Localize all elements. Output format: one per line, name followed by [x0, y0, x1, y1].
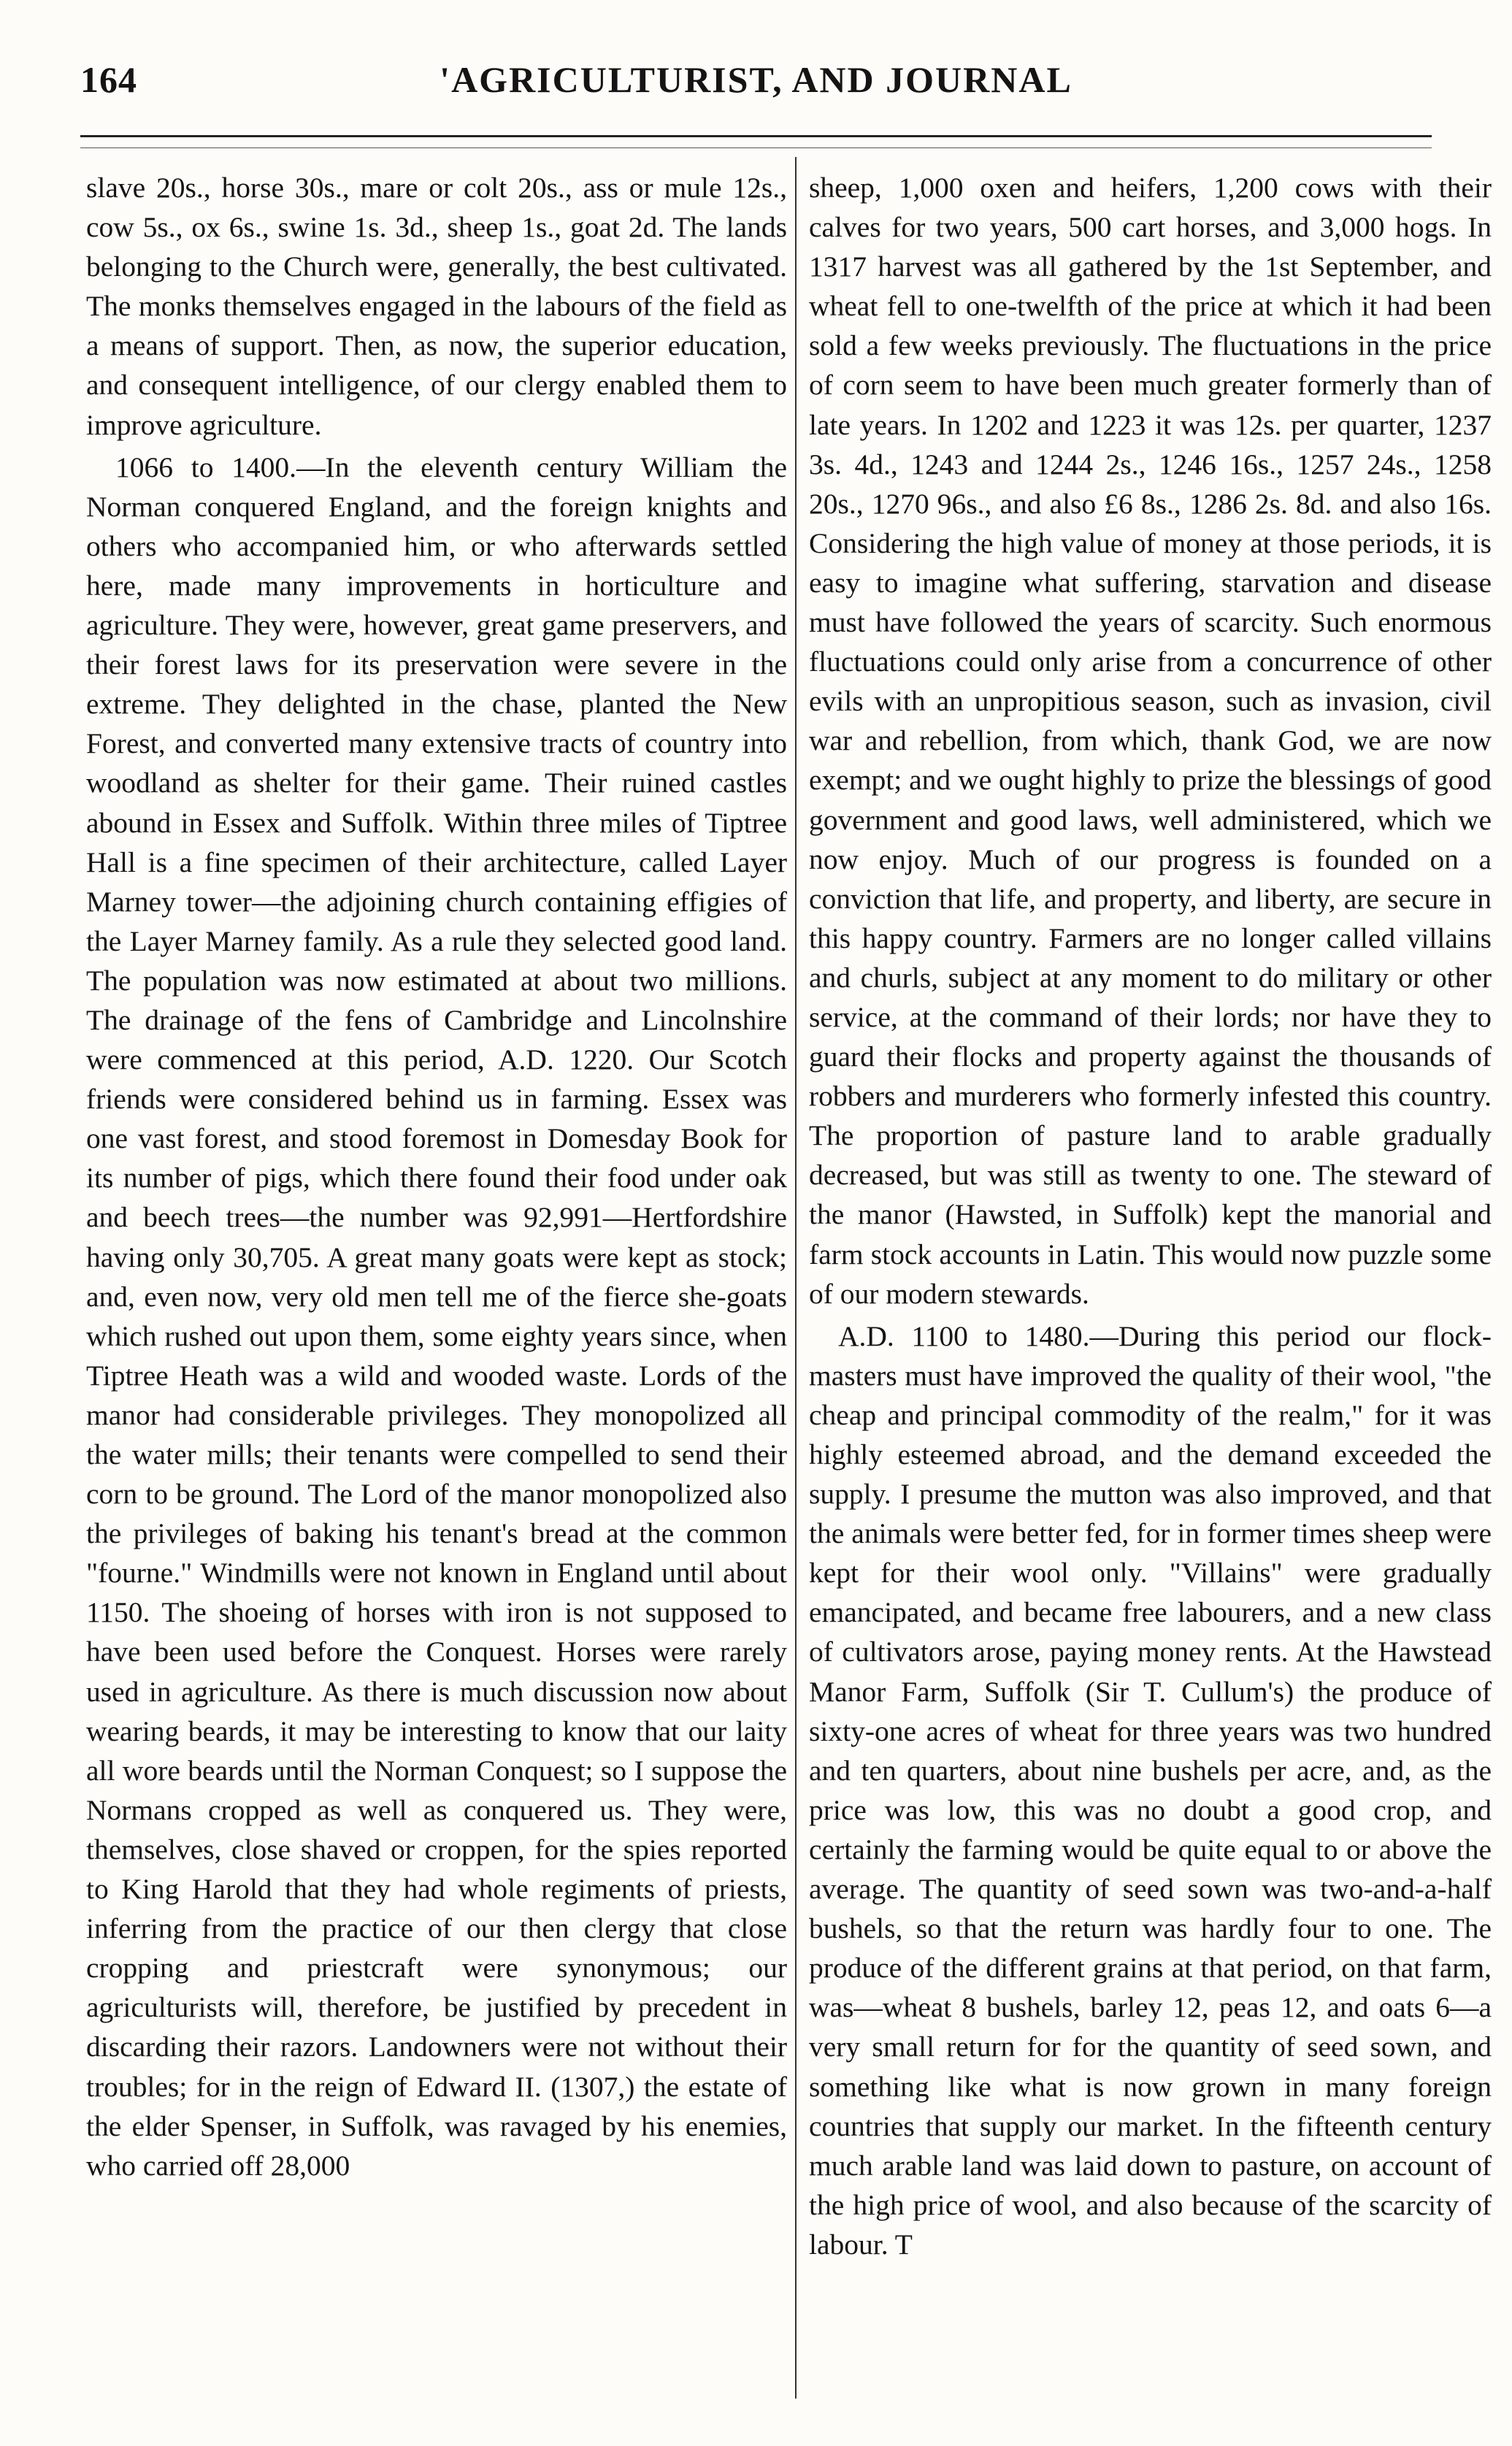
right-paragraph-2: A.D. 1100 to 1480.—During this period our flock-masters must have improved the quality of their wool, "the cheap and principal commodity of the realm," for it was highly esteemed abroad, and the demand exceeded the supply. I presume the mutton was also improved, and that the animals were better fed, for in former times sheep were kept for their wool only. "Villains" were gradually emancipated, and became free labourers, and a new class of cultivators arose, paying money rents. At the Hawstead Manor Farm, Suffolk (Sir T. Cullum's) the produce of sixty-one acres of wheat for three years was two hundred and ten quarters, about nine bushels per acre, and, as the price was low, this was no doubt a good crop, and certainly the farming would be quite equal to or above the average. The quantity of seed sown was two-and-a-half bushels, so that the return was hardly four to one. The produce of the different grains at that period, on that farm, was—wheat 8 bushels, barley 12, peas 12, and oats 6—a very small return for for the quantity of seed sown, and something like what is now grown in many foreign countries that supply our market. In the fifteenth century much arable land was laid down to pasture, on account of the high price of wool, and also because of the scarcity of labour. T — [809, 1319, 1492, 2261]
page-number: 164 — [80, 59, 137, 100]
header-rule — [80, 135, 1432, 148]
right-paragraph-1: sheep, 1,000 oxen and heifers, 1,200 cows with their calves for two years, 500 cart horses, and 3,000 hogs. In 1317 harvest was all gathered by the 1st September, and wheat fell to one-twelfth of the price at which it had been sold a few weeks previously. The fluctuations in the price of corn seem to have been much greater formerly than of late years. In 1202 and 1223 it was 12s. per quarter, 1237 3s. 4d., 1243 and 1244 2s., 1246 16s., 1257 24s., 1258 20s., 1270 96s., and also £6 8s., 1286 2s. 8d. and also 16s. Considering the high value of money at those periods, it is easy to imagine what suffering, starvation and disease must have followed the years of scarcity. Such enormous fluctuations could only arise from a concurrence of other evils with an unpropitious season, such as invasion, civil war and rebellion, from which, thank God, we are now exempt; and we ought highly to prize the blessings of good government and good laws, well administered, which we now enjoy. Much of our progress is founded on a conviction that life, and property, and liberty, are secure in this happy country. Farmers are no longer called villains and churls, subject at any moment to do military or other service, at the command of their lords; nor have they to guard their flocks and property against the thousands of robbers and murderers who formerly infested this country. The proportion of pasture land to arable gradually decreased, but was still as twenty to one. The steward of the manor (Hawsted, in Suffolk) kept the manorial and farm stock accounts in Latin. This would now puzzle some of our modern stewards. — [809, 172, 1492, 1310]
left-paragraph-1: slave 20s., horse 30s., mare or colt 20s., ass or mule 12s., cow 5s., ox 6s., swine 1s. 3d., sheep 1s., goat 2d. The lands belonging to the Church were, generally, the best cultivated. The monks themselves engaged in the labours of the field as a means of support. Then, as now, the superior education, and consequent intelligence, of our clergy enabled them to improve agriculture. — [86, 172, 787, 441]
page-header — [80, 51, 1432, 124]
right-column — [809, 168, 1492, 2395]
left-paragraph-2: 1066 to 1400.—In the eleventh century William the Norman conquered England, and the foreign knights and others who accompanied him, or who afterwards settled here, made many improvements in horticulture and agriculture. They were, however, great game preservers, and their forest laws for its preservation were severe in the extreme. They delighted in the chase, planted the New Forest, and converted many extensive tracts of country into woodland as shelter for their game. Their ruined castles abound in Essex and Suffolk. Within three miles of Tiptree Hall is a fine specimen of their architecture, called Layer Marney tower—the adjoining church containing effigies of the Layer Marney family. As a rule they selected good land. The population was now estimated at about two millions. The drainage of the fens of Cambridge and Lincolnshire were commenced at this period, A.D. 1220. Our Scotch friends were considered behind us in farming. Essex was one vast forest, and stood foremost in Domesday Book for its number of pigs, which there found their food under oak and beech trees—the number was 92,991—Hertfordshire having only 30,705. A great many goats were kept as stock; and, even now, very old men tell me of the fierce she-goats which rushed out upon them, some eighty years since, when Tiptree Heath was a wild and wooded waste. Lords of the manor had considerable privileges. They monopolized all the water mills; their tenants were compelled to send their corn to be ground. The Lord of the manor monopolized also the privileges of baking his tenant's bread at the common "fourne." Windmills were not known in England until about 1150. The shoeing of horses with iron is not supposed to have been used before the Conquest. Horses were rarely used in agriculture. As there is much discussion now about wearing beards, it may be interesting to know that our laity all wore beards until the Norman Conquest; so I suppose the Normans cropped as well as conquered us. They were, themselves, close shaved or croppen, for the spies reported to King Harold that they had whole regiments of priests, inferring from the practice of our then clergy that close cropping and priestcraft were synonymous; our agriculturists will, therefore, be justified by precedent in discarding their razors. Landowners were not without their troubles; for in the reign of Edward II. (1307,) the estate of the elder Spenser, in Suffolk, was ravaged by his enemies, who carried off 28,000 — [86, 451, 787, 2182]
running-title: 'AGRICULTURIST, AND JOURNAL — [440, 59, 1072, 100]
left-column — [86, 168, 787, 2395]
column-divider — [795, 157, 797, 2399]
